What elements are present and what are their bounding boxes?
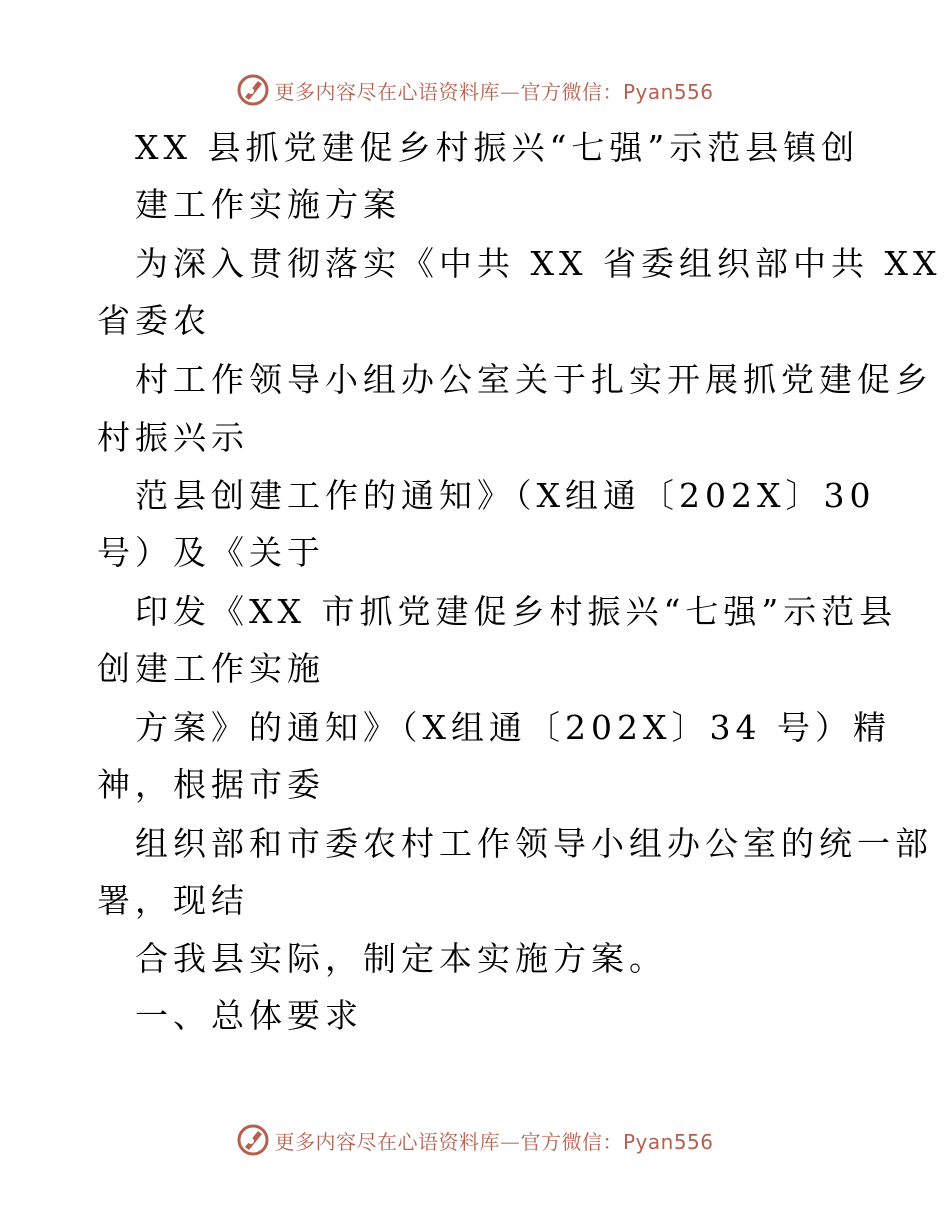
paragraph-line: 村振兴示: [97, 418, 249, 457]
paragraph-line: 村工作领导小组办公室关于扎实开展抓党建促乡: [135, 360, 933, 399]
title-line-1: XX 县抓党建促乡村振兴“七强”示范县镇创: [135, 128, 860, 167]
paragraph-line: 省委农: [97, 301, 211, 340]
watermark-separator: —: [499, 79, 521, 104]
paragraph-line: 方案》的通知》（X组通〔202X〕34 号）精: [135, 708, 891, 747]
watermark-official: 官方微信：: [520, 79, 623, 104]
paragraph-line: 印发《XX 市抓党建促乡村振兴“七强”示范县: [135, 592, 898, 631]
paragraph-line: 范县创建工作的通知》（X组通〔202X〕30: [135, 476, 876, 515]
watermark-text: 更多内容尽在心语资料库: [274, 79, 500, 104]
paragraph-line: 署，现结: [97, 881, 249, 920]
paragraph-line: 创建工作实施: [97, 649, 325, 688]
paragraph-line: 合我县实际，制定本实施方案。: [135, 939, 667, 978]
paragraph-line: 号）及《关于: [97, 533, 325, 572]
paragraph-line: 神，根据市委: [97, 765, 325, 804]
watermark-id: Pyan556: [622, 79, 714, 104]
brand-logo-icon: [236, 73, 270, 107]
watermark-official: 官方微信：: [520, 1129, 623, 1154]
watermark-text: 更多内容尽在心语资料库: [274, 1129, 500, 1154]
title-line-2: 建工作实施方案: [135, 185, 401, 224]
section-heading: 一、总体要求: [135, 996, 363, 1035]
watermark-id: Pyan556: [622, 1129, 714, 1154]
watermark-separator: —: [499, 1129, 521, 1154]
brand-logo-icon: [236, 1123, 270, 1157]
header-watermark: [0, 70, 950, 110]
paragraph-line: 为深入贯彻落实《中共 XX 省委组织部中共 XX: [135, 244, 942, 283]
footer-watermark: [0, 1120, 950, 1160]
paragraph-line: 组织部和市委农村工作领导小组办公室的统一部: [135, 824, 933, 863]
